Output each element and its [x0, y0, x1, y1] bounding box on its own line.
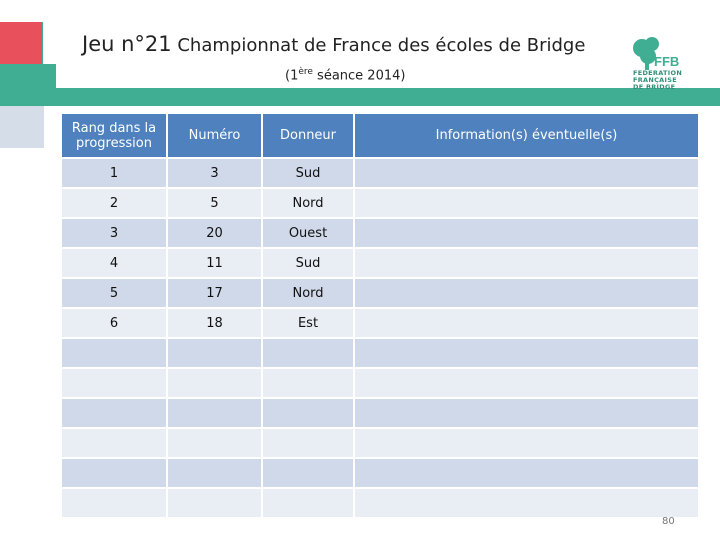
- logo-caption: [633, 70, 683, 91]
- cell-rank: [62, 399, 166, 427]
- cell-rank: 1: [62, 159, 166, 187]
- cell-rank: [62, 369, 166, 397]
- cell-dealer: Sud: [263, 159, 353, 187]
- subtitle-part1: (1: [285, 68, 299, 84]
- cell-info: [355, 429, 698, 457]
- cell-rank: 4: [62, 249, 166, 277]
- cell-info: [355, 309, 698, 337]
- table-row: [62, 399, 698, 427]
- cell-number: 3: [168, 159, 261, 187]
- cell-dealer: Sud: [263, 249, 353, 277]
- header-dealer: Donneur: [263, 114, 353, 157]
- page-title: [82, 32, 585, 56]
- cell-dealer: [263, 459, 353, 487]
- logo-brand: FFB: [654, 54, 680, 69]
- cell-number: [168, 489, 261, 517]
- cell-rank: 3: [62, 219, 166, 247]
- cell-dealer: [263, 399, 353, 427]
- cell-number: 17: [168, 279, 261, 307]
- header-rank: Rang dans la progression: [62, 114, 166, 157]
- cell-rank: [62, 489, 166, 517]
- cell-info: [355, 399, 698, 427]
- table-row: [62, 189, 698, 217]
- cell-info: [355, 279, 698, 307]
- table-row: [62, 459, 698, 487]
- title-game-number: Jeu n°21: [82, 32, 172, 56]
- header-accent-red: [0, 22, 42, 64]
- cell-number: [168, 369, 261, 397]
- header-number: Numéro: [168, 114, 261, 157]
- side-accent: [0, 106, 44, 148]
- cell-rank: [62, 459, 166, 487]
- header-info: Information(s) éventuelle(s): [355, 114, 698, 157]
- cell-rank: 2: [62, 189, 166, 217]
- cell-rank: [62, 429, 166, 457]
- cell-rank: 5: [62, 279, 166, 307]
- cell-number: [168, 399, 261, 427]
- cell-number: [168, 429, 261, 457]
- cell-info: [355, 369, 698, 397]
- logo-line1: FEDERATION: [633, 69, 683, 77]
- cell-rank: [62, 339, 166, 367]
- cell-number: 5: [168, 189, 261, 217]
- subtitle-part2: séance 2014): [312, 68, 406, 84]
- cell-number: 20: [168, 219, 261, 247]
- table-row: [62, 429, 698, 457]
- cell-dealer: Est: [263, 309, 353, 337]
- table-row: [62, 279, 698, 307]
- cell-dealer: [263, 369, 353, 397]
- cell-dealer: [263, 429, 353, 457]
- cell-number: [168, 339, 261, 367]
- cell-info: [355, 339, 698, 367]
- cell-dealer: [263, 489, 353, 517]
- title-text: Championnat de France des écoles de Bridge: [171, 35, 586, 56]
- table-row: [62, 309, 698, 337]
- subtitle-sup: ère: [298, 67, 313, 77]
- cell-info: [355, 459, 698, 487]
- cell-info: [355, 159, 698, 187]
- table-row: [62, 159, 698, 187]
- deals-table: [60, 112, 700, 519]
- cell-dealer: Nord: [263, 279, 353, 307]
- cell-info: [355, 189, 698, 217]
- logo-line2: FRANÇAISE: [633, 76, 677, 84]
- cell-dealer: Nord: [263, 189, 353, 217]
- cell-rank: 6: [62, 309, 166, 337]
- cell-number: [168, 459, 261, 487]
- table-row: [62, 219, 698, 247]
- cell-info: [355, 489, 698, 517]
- cell-info: [355, 219, 698, 247]
- cell-dealer: [263, 339, 353, 367]
- logo-line3: DE BRIDGE: [633, 83, 676, 91]
- cell-dealer: Ouest: [263, 219, 353, 247]
- table-row: [62, 249, 698, 277]
- table-row: [62, 489, 698, 517]
- table-row: [62, 339, 698, 367]
- table-header-row: [62, 114, 698, 157]
- page-number: 80: [662, 516, 675, 527]
- cell-number: 18: [168, 309, 261, 337]
- table-row: [62, 369, 698, 397]
- cell-number: 11: [168, 249, 261, 277]
- cell-info: [355, 249, 698, 277]
- page-subtitle: [285, 67, 405, 83]
